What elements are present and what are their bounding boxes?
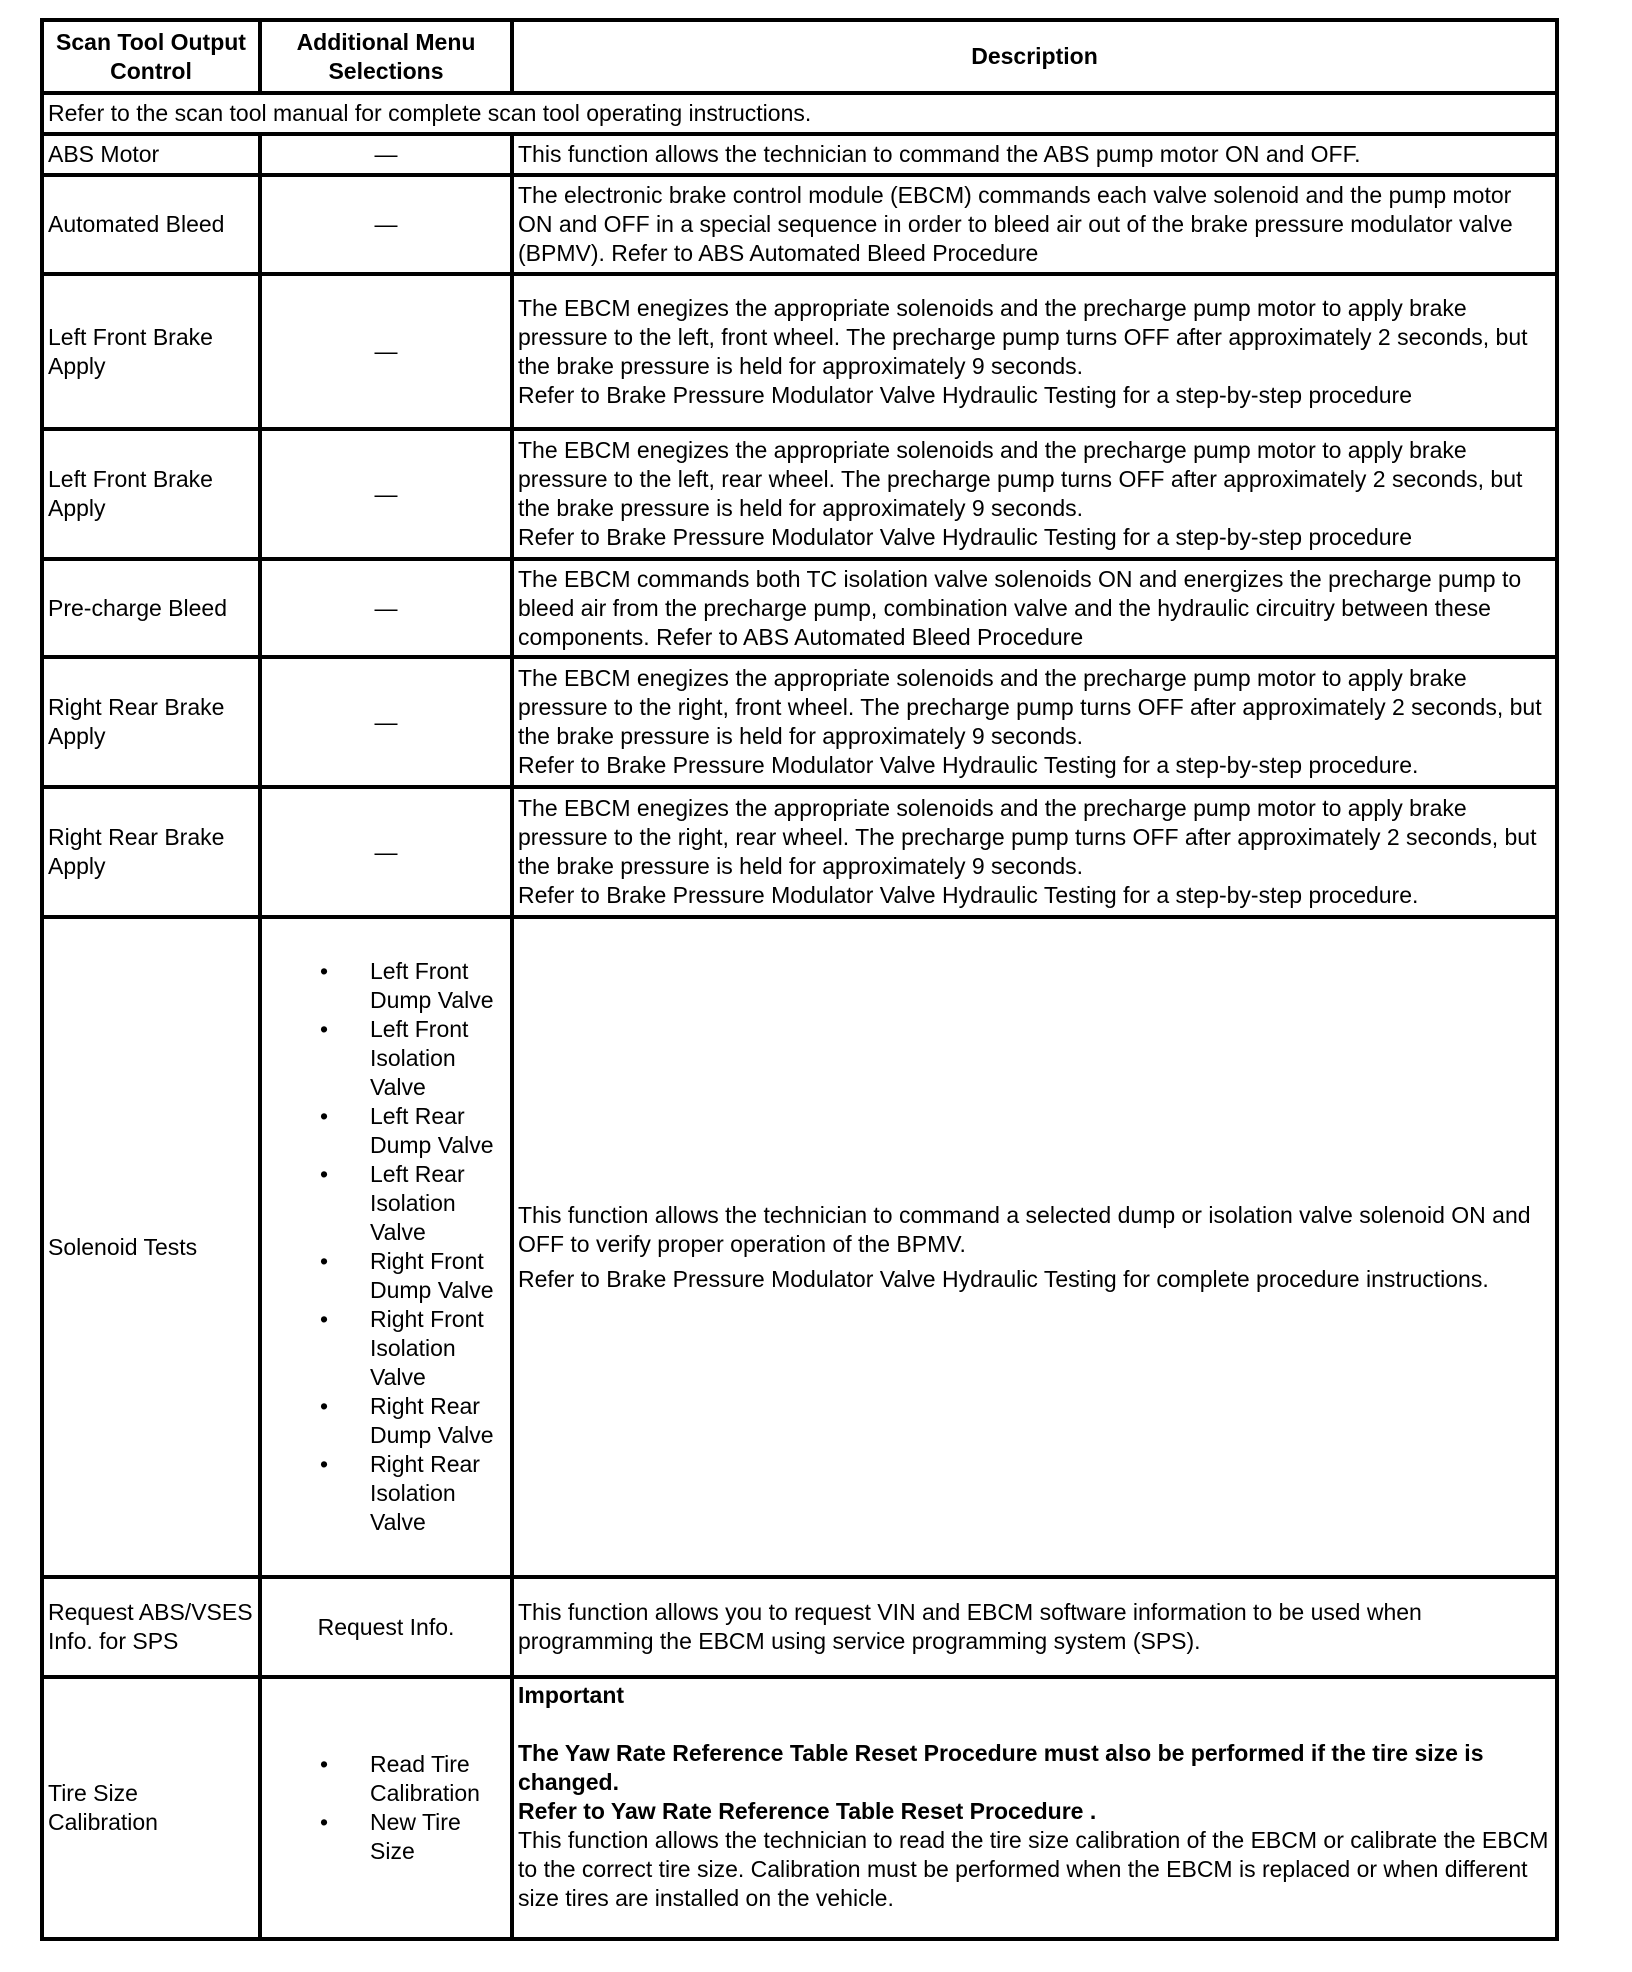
control-name: Left Front Brake Apply	[42, 274, 260, 429]
list-item: • Right Front Dump Valve	[266, 1247, 506, 1305]
list-item: • Right Rear Isolation Valve	[266, 1450, 506, 1537]
note-row	[42, 93, 1557, 134]
table-row	[42, 274, 1557, 429]
menu-selection: —	[260, 559, 512, 657]
control-name: Automated Bleed	[42, 175, 260, 274]
description-text: The EBCM commands both TC isolation valve solenoids ON and energizes the precharge pump to bleed air from the precharge pump, combination valve and the hydraulic circuitry between these components. Refer to ABS Automated Bleed Procedure	[518, 565, 1522, 650]
table-row	[42, 787, 1557, 917]
description	[512, 175, 1557, 274]
list-item: • Right Front Isolation Valve	[266, 1305, 506, 1392]
control-name: Right Rear Brake Apply	[42, 657, 260, 787]
description-reference: Refer to Brake Pressure Modulator Valve Hydraulic Testing for complete procedure instructions.	[518, 1265, 1489, 1292]
menu-selection: Request Info.	[260, 1577, 512, 1677]
menu-selection: —	[260, 134, 512, 175]
list-item: • Right Rear Dump Valve	[266, 1392, 506, 1450]
important-label: Important	[518, 1682, 625, 1708]
reset-procedure-reference: Refer to Yaw Rate Reference Table Reset Procedure .	[518, 1798, 1097, 1824]
description-text: This function allows you to request VIN and EBCM software information to be used when programming the EBCM using service programming system (SPS).	[518, 1599, 1422, 1654]
table-row	[42, 917, 1557, 1577]
control-name: Right Rear Brake Apply	[42, 787, 260, 917]
table-row	[42, 657, 1557, 787]
control-name: Pre-charge Bleed	[42, 559, 260, 657]
list-item: • New Tire Size	[266, 1808, 506, 1866]
description-text: This function allows the technician to read the tire size calibration of the EBCM or calibrate the EBCM to the correct tire size. Calibration must be performed when the EBCM is replaced or when different size tires are installed on the vehicle.	[518, 1827, 1549, 1911]
description	[512, 657, 1557, 787]
description	[512, 134, 1557, 175]
control-name: Left Front Brake Apply	[42, 429, 260, 559]
description-text: The EBCM enegizes the appropriate solenoids and the precharge pump motor to apply brake pressure to the left, rear wheel. The precharge pump turns OFF after approximately 2 seconds, but the brake pressure is held for approximately 9 seconds.	[518, 437, 1523, 521]
description-text: The electronic brake control module (EBCM) commands each valve solenoid and the pump motor ON and OFF in a special sequence in order to bleed air out of the brake pressure modulator valve (BPMV). Refer to ABS Automated Bleed Procedure	[518, 182, 1513, 266]
menu-selection: —	[260, 274, 512, 429]
description-text: The EBCM enegizes the appropriate solenoids and the precharge pump motor to apply brake pressure to the right, rear wheel. The precharge pump turns OFF after approximately 2 seconds, but the brake pressure is held for approximately 9 seconds.	[518, 795, 1537, 879]
table-row	[42, 1677, 1557, 1939]
control-name: Tire Size Calibration	[42, 1677, 260, 1939]
control-name: Request ABS/VSES Info. for SPS	[42, 1577, 260, 1677]
scan-tool-output-controls-table	[40, 18, 1559, 1941]
menu-options-list	[266, 1750, 506, 1866]
menu-selection	[260, 1677, 512, 1939]
table-row	[42, 559, 1557, 657]
header-additional-menu-selections: Additional Menu Selections	[260, 20, 512, 93]
description-text: The EBCM enegizes the appropriate solenoids and the precharge pump motor to apply brake pressure to the left, front wheel. The precharge pump turns OFF after approximately 2 seconds, but the brake pressure is held for approximately 9 seconds.	[518, 294, 1528, 379]
menu-selection: —	[260, 429, 512, 559]
menu-selection: —	[260, 175, 512, 274]
header-row	[42, 20, 1557, 93]
control-name: Solenoid Tests	[42, 917, 260, 1577]
header-scan-tool-output-control: Scan Tool Output Control	[42, 20, 260, 93]
description	[512, 429, 1557, 559]
table-row	[42, 175, 1557, 274]
table-row	[42, 429, 1557, 559]
table-row	[42, 1577, 1557, 1677]
description-reference: Refer to Brake Pressure Modulator Valve Hydraulic Testing for a step-by-step procedure.	[518, 882, 1419, 908]
list-item: • Read Tire Calibration	[266, 1750, 506, 1808]
list-item: • Left Rear Isolation Valve	[266, 1160, 506, 1247]
menu-options-list	[266, 957, 506, 1537]
description	[512, 1577, 1557, 1677]
menu-selection	[260, 917, 512, 1577]
description-text: The EBCM enegizes the appropriate solenoids and the precharge pump motor to apply brake pressure to the right, front wheel. The precharge pump turns OFF after approximately 2 seconds, but the brake pressure is held for approximately 9 seconds.	[518, 665, 1542, 749]
table-row	[42, 134, 1557, 175]
description-reference: Refer to Brake Pressure Modulator Valve Hydraulic Testing for a step-by-step procedure	[518, 524, 1413, 550]
description	[512, 1677, 1557, 1939]
header-description: Description	[512, 20, 1557, 93]
description	[512, 787, 1557, 917]
instructions-note: Refer to the scan tool manual for complete scan tool operating instructions.	[42, 93, 1557, 134]
description-text: This function allows the technician to command the ABS pump motor ON and OFF.	[518, 141, 1361, 167]
description	[512, 274, 1557, 429]
important-warning: The Yaw Rate Reference Table Reset Procedure must also be performed if the tire size is changed.	[518, 1740, 1484, 1795]
description-reference: Refer to Brake Pressure Modulator Valve Hydraulic Testing for a step-by-step procedure	[518, 381, 1413, 408]
description-reference: Refer to Brake Pressure Modulator Valve Hydraulic Testing for a step-by-step procedure.	[518, 752, 1419, 778]
description	[512, 917, 1557, 1577]
list-item: • Left Front Isolation Valve	[266, 1015, 506, 1102]
menu-selection: —	[260, 657, 512, 787]
menu-selection: —	[260, 787, 512, 917]
list-item: • Left Front Dump Valve	[266, 957, 506, 1015]
description	[512, 559, 1557, 657]
list-item: • Left Rear Dump Valve	[266, 1102, 506, 1160]
control-name: ABS Motor	[42, 134, 260, 175]
description-text: This function allows the technician to command a selected dump or isolation valve solenoid ON and OFF to verify proper operation of the BPMV.	[518, 1201, 1531, 1257]
